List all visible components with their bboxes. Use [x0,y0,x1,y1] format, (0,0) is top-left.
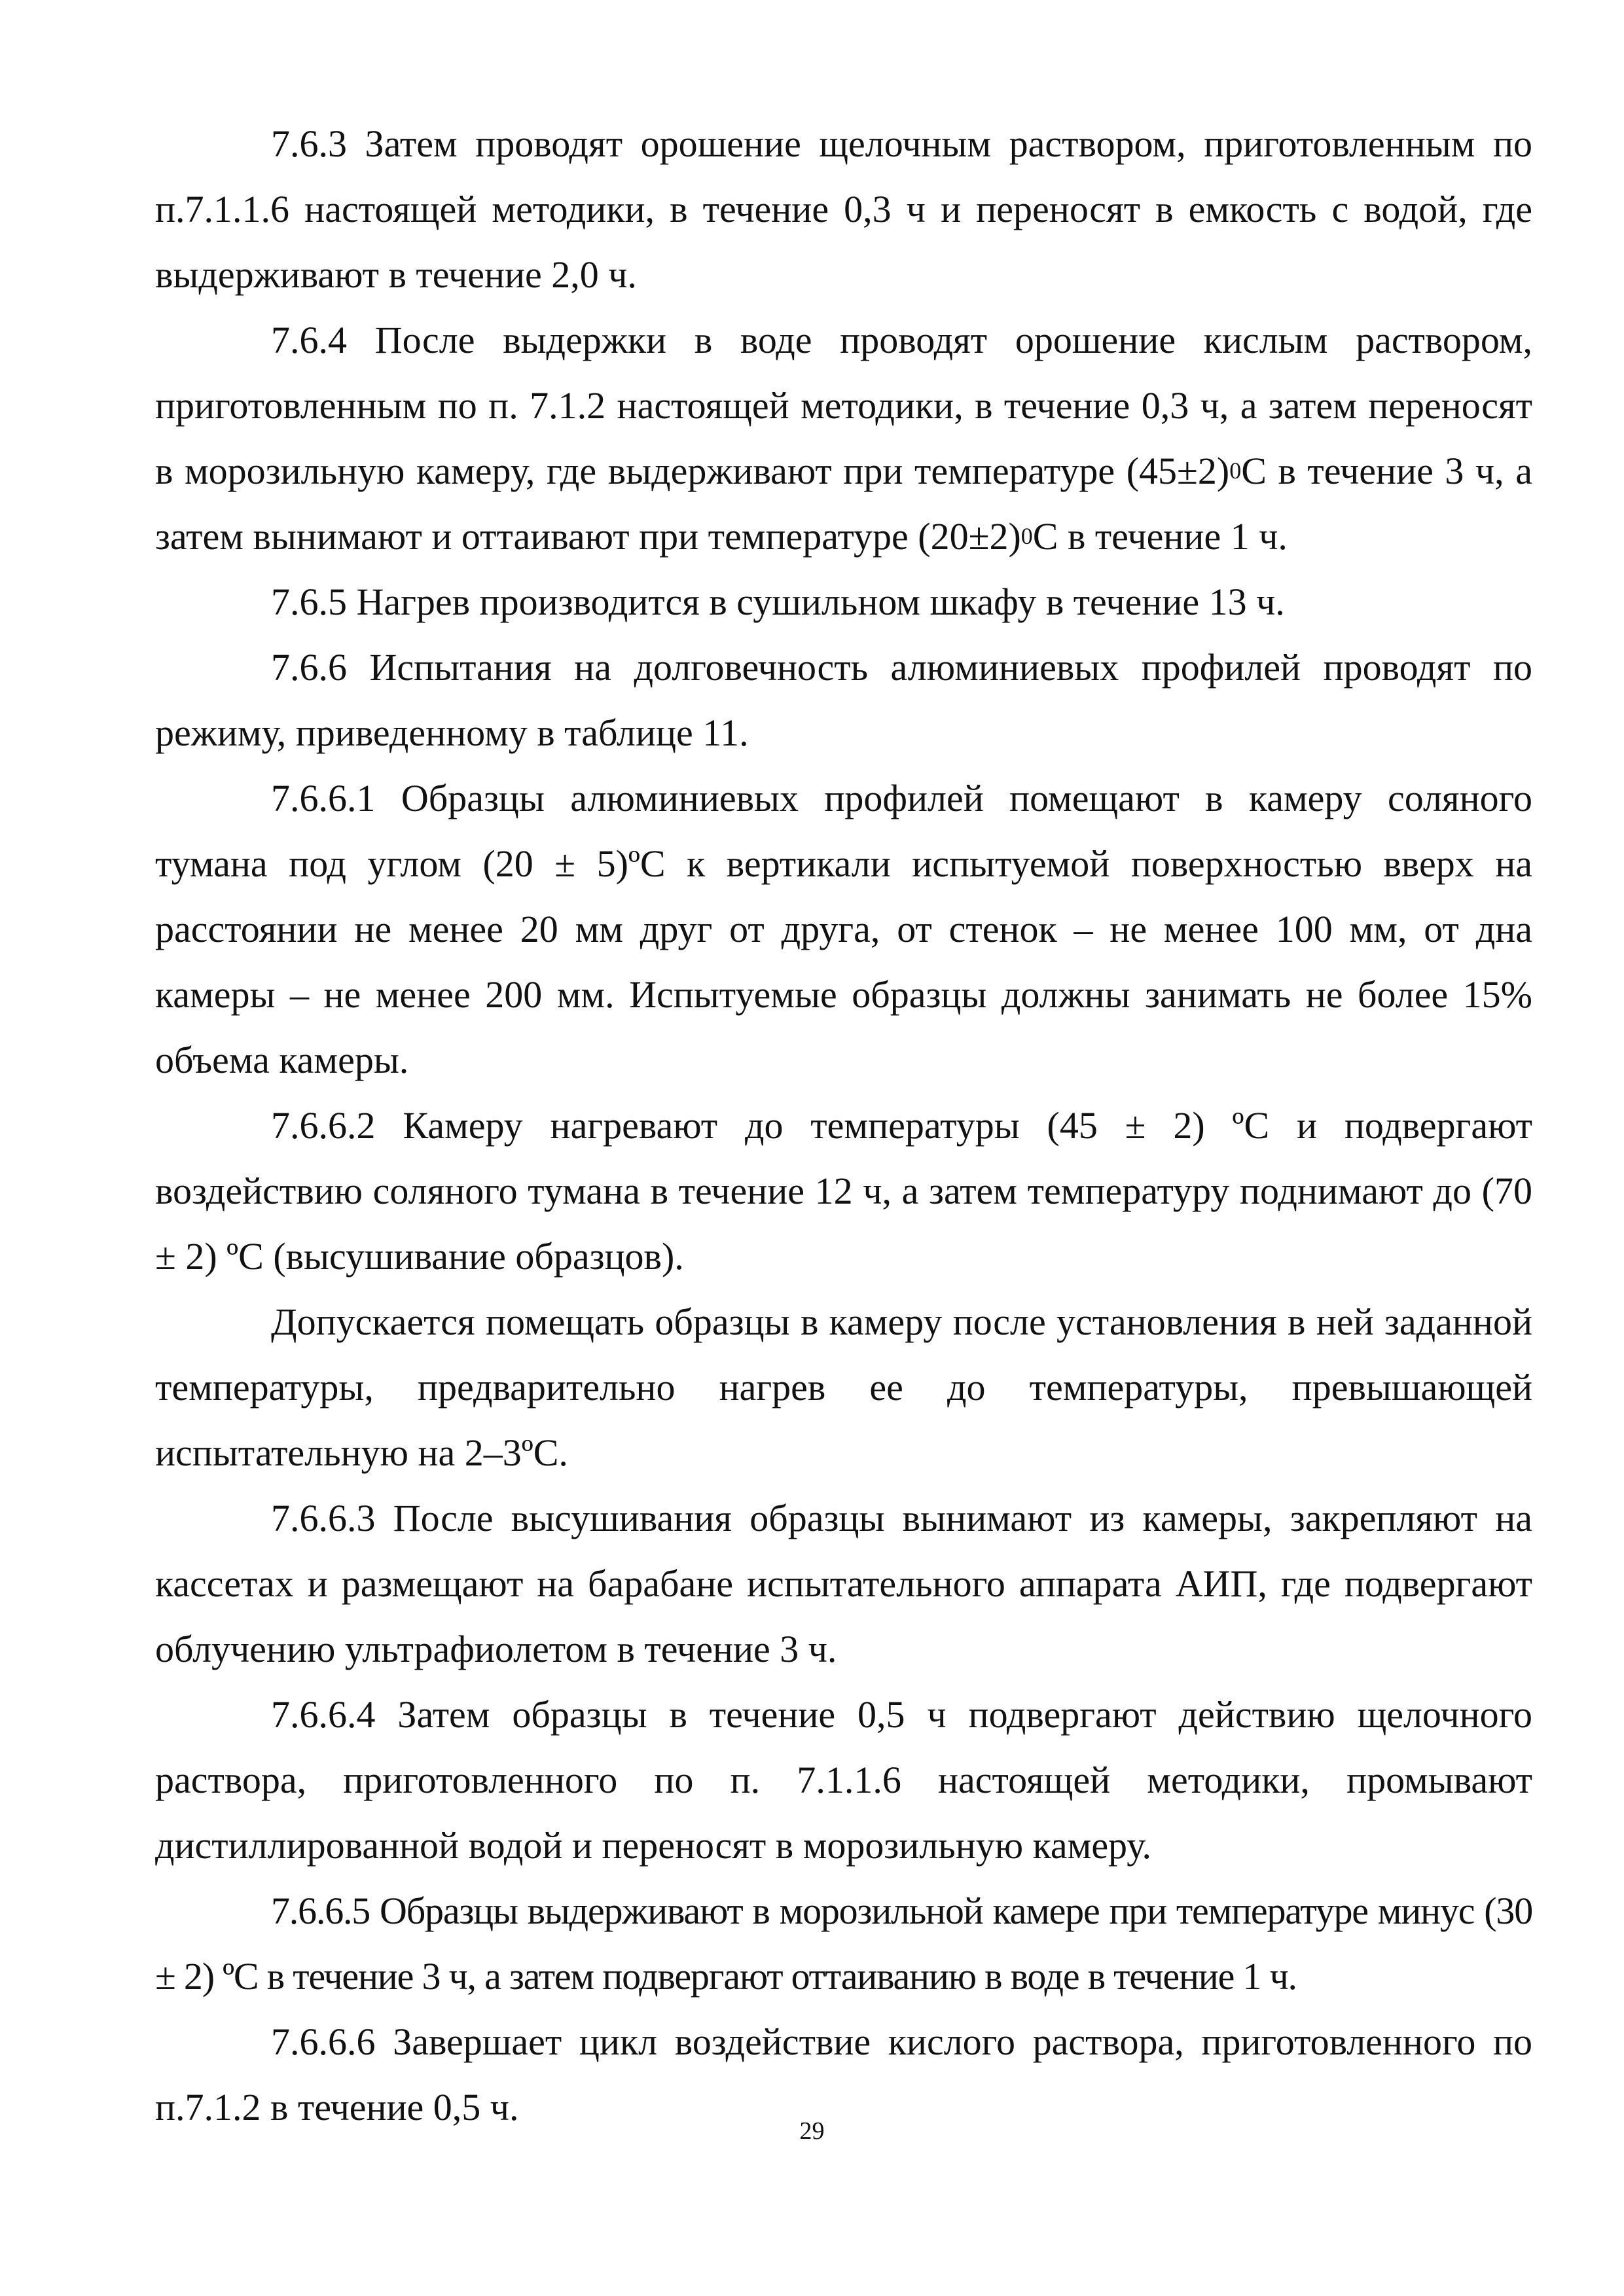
paragraph-7-6-4 [155,308,1532,569]
degree-superscript-2: 0 [1020,523,1033,549]
paragraph-7-6-6: 7.6.6 Испытания на долговечность алюминиевых профилей проводят по режиму, приведенному в таблице 11. [155,646,1532,754]
paragraph-7-6-5: 7.6.5 Нагрев производится в сушильном шкафу в течение 13 ч. [271,581,1285,623]
paragraph-7-6-6-3: 7.6.6.3 После высушивания образцы вынимают из камеры, закрепляют на кассетах и размещают на барабане испытательного аппарата АИП, где подвергают облучению ультрафиолетом в течение 3 ч. [155,1497,1532,1670]
paragraph-permission: Допускается помещать образцы в камеру после установления в ней заданной температуры, предварительно нагрев ее до температуры, превышающей испытательную на 2–3ºС. [155,1300,1532,1474]
paragraph-7-6-6-2: 7.6.6.2 Камеру нагревают до температуры (45 ± 2) ºС и подвергают воздействию соляного тумана в течение 12 ч, а затем температуру поднимают до (70 ± 2) ºС (высушивание образцов). [155,1104,1532,1278]
paragraph-7-6-4-text-part-3: С в течение 1 ч. [1032,515,1288,558]
degree-superscript-1: 0 [1229,457,1242,484]
paragraph-7-6-6-4: 7.6.6.4 Затем образцы в течение 0,5 ч подвергают действию щелочного раствора, приготовленного по п. 7.1.1.6 настоящей методики, промывают дистиллированной водой и переносят в морозильную камеру. [155,1693,1532,1867]
paragraph-7-6-4-text-part-2: С в течение 3 ч, а затем вынимают и оттаивают при температуре (20±2) [155,450,1532,558]
paragraph-7-6-6-5: 7.6.6.5 Образцы выдерживают в морозильной камере при температуре минус (30 ± 2) ºС в течение 3 ч, а затем подвергают оттаиванию в воде в течение 1 ч. [155,1890,1532,1998]
page-number: 29 [799,2117,825,2145]
paragraph-7-6-3: 7.6.3 Затем проводят орошение щелочным раствором, приготовленным по п.7.1.1.6 настоящей методики, в течение 0,3 ч и переносят в емкость с водой, где выдерживают в течение 2,0 ч. [155,122,1532,296]
paragraph-7-6-6-6: 7.6.6.6 Завершает цикл воздействие кислого раствора, приготовленного по п.7.1.2 в течение 0,5 ч. [155,2020,1532,2128]
paragraph-7-6-6-1: 7.6.6.1 Образцы алюминиевых профилей помещают в камеру соляного тумана под углом (20 ± 5)ºС к вертикали испытуемой поверхностью вверх на расстоянии не менее 20 мм друг от друга, от стенок – не менее 100 мм, от дна камеры – не менее 200 мм. Испытуемые образцы должны занимать не более 15% объема камеры. [155,777,1532,1081]
document-body [155,111,1532,2140]
paragraph-7-6-4-text-part-1: 7.6.4 После выдержки в воде проводят орошение кислым раствором, приготовленным по п. 7.1.2 настоящей методики, в течение 0,3 ч, а затем переносят в морозильную камеру, где выдерживают при температуре (45±2) [155,319,1532,492]
